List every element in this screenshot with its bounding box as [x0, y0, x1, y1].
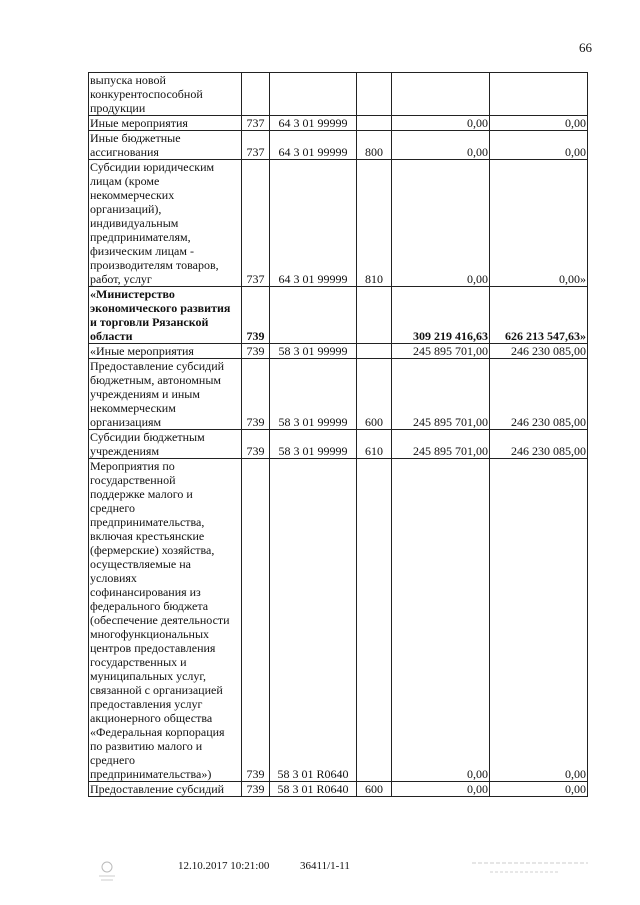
row-vr: 810: [357, 160, 392, 287]
row-csr: 64 3 01 99999: [270, 160, 357, 287]
row-ved: 737: [242, 116, 270, 131]
row-vr: [357, 73, 392, 116]
row-vr: 800: [357, 131, 392, 160]
row-sum-2019: 246 230 085,00: [490, 359, 588, 430]
faint-watermark: [470, 858, 590, 878]
row-vr: [357, 344, 392, 359]
row-sum-2019: [490, 73, 588, 116]
row-sum-2019: 0,00: [490, 116, 588, 131]
row-csr: 58 3 01 99999: [270, 430, 357, 459]
row-sum-2018: 245 895 701,00: [392, 359, 490, 430]
row-vr: 610: [357, 430, 392, 459]
row-sum-2018: 0,00: [392, 131, 490, 160]
budget-table: [88, 72, 588, 797]
table-row: [89, 359, 588, 430]
row-csr: 64 3 01 99999: [270, 131, 357, 160]
row-ved: 737: [242, 160, 270, 287]
table-row: [89, 160, 588, 287]
row-ved: 739: [242, 430, 270, 459]
row-csr: 64 3 01 99999: [270, 116, 357, 131]
row-sum-2019: 0,00: [490, 459, 588, 782]
row-vr: 600: [357, 359, 392, 430]
row-ved: 739: [242, 459, 270, 782]
row-csr: [270, 287, 357, 344]
table-row: [89, 116, 588, 131]
row-ved: 739: [242, 782, 270, 797]
footer: [0, 858, 640, 898]
stamp-mark: [96, 858, 118, 884]
row-name: Мероприятия по государственной поддержке малого и среднего предпринимательства, включая крестьянские (фермерские) хозяйства, осуществляемые на условиях софинансирования из федерального бюджета (обеспечение деятельности многофункциональных центров предоставления государственных и муниципальных услуг, связанной с организацией предоставления услуг акционерного общества «Федеральная корпорация по развитию малого и среднего предпринимательства»): [89, 459, 242, 782]
row-sum-2019: 0,00»: [490, 160, 588, 287]
row-name: Предоставление субсидий бюджетным, автономным учреждениям и иным некоммерческим организациям: [89, 359, 242, 430]
row-name: «Иные мероприятия: [89, 344, 242, 359]
row-vr: [357, 459, 392, 782]
table-row: [89, 459, 588, 782]
row-csr: 58 3 01 99999: [270, 359, 357, 430]
row-name: выпуска новой конкурентоспособной продукции: [89, 73, 242, 116]
row-sum-2018: 0,00: [392, 782, 490, 797]
row-name: Субсидии юридическим лицам (кроме некоммерческих организаций), индивидуальным предпринимателям, физическим лицам - производителям товаров, работ, услуг: [89, 160, 242, 287]
row-sum-2018: 245 895 701,00: [392, 344, 490, 359]
row-sum-2018: 0,00: [392, 459, 490, 782]
table-row: [89, 430, 588, 459]
row-csr: [270, 73, 357, 116]
row-csr: 58 3 01 99999: [270, 344, 357, 359]
row-sum-2018: 0,00: [392, 160, 490, 287]
row-ved: [242, 73, 270, 116]
row-ved: 739: [242, 359, 270, 430]
row-ved: 739: [242, 344, 270, 359]
row-name: Иные бюджетные ассигнования: [89, 131, 242, 160]
row-csr: 58 3 01 R0640: [270, 459, 357, 782]
row-name: Предоставление субсидий: [89, 782, 242, 797]
table-row: [89, 73, 588, 116]
row-sum-2018: 245 895 701,00: [392, 430, 490, 459]
footer-datetime: 12.10.2017 10:21:00: [178, 860, 270, 872]
table-row: [89, 344, 588, 359]
row-vr: [357, 116, 392, 131]
row-sum-2019: 626 213 547,63»: [490, 287, 588, 344]
row-sum-2019: 0,00: [490, 131, 588, 160]
page-number: 66: [579, 40, 592, 55]
row-sum-2018: [392, 73, 490, 116]
row-name: «Министерство экономического развития и торговли Рязанской области: [89, 287, 242, 344]
row-sum-2018: 309 219 416,63: [392, 287, 490, 344]
table-row: [89, 287, 588, 344]
table-row: [89, 782, 588, 797]
row-sum-2019: 246 230 085,00: [490, 430, 588, 459]
row-name: Иные мероприятия: [89, 116, 242, 131]
row-sum-2019: 246 230 085,00: [490, 344, 588, 359]
row-name: Субсидии бюджетным учреждениям: [89, 430, 242, 459]
row-csr: 58 3 01 R0640: [270, 782, 357, 797]
row-sum-2019: 0,00: [490, 782, 588, 797]
row-vr: 600: [357, 782, 392, 797]
footer-doc-code: 36411/1-11: [300, 860, 350, 872]
table-row: [89, 131, 588, 160]
row-sum-2018: 0,00: [392, 116, 490, 131]
row-ved: 737: [242, 131, 270, 160]
row-vr: [357, 287, 392, 344]
row-ved: 739: [242, 287, 270, 344]
